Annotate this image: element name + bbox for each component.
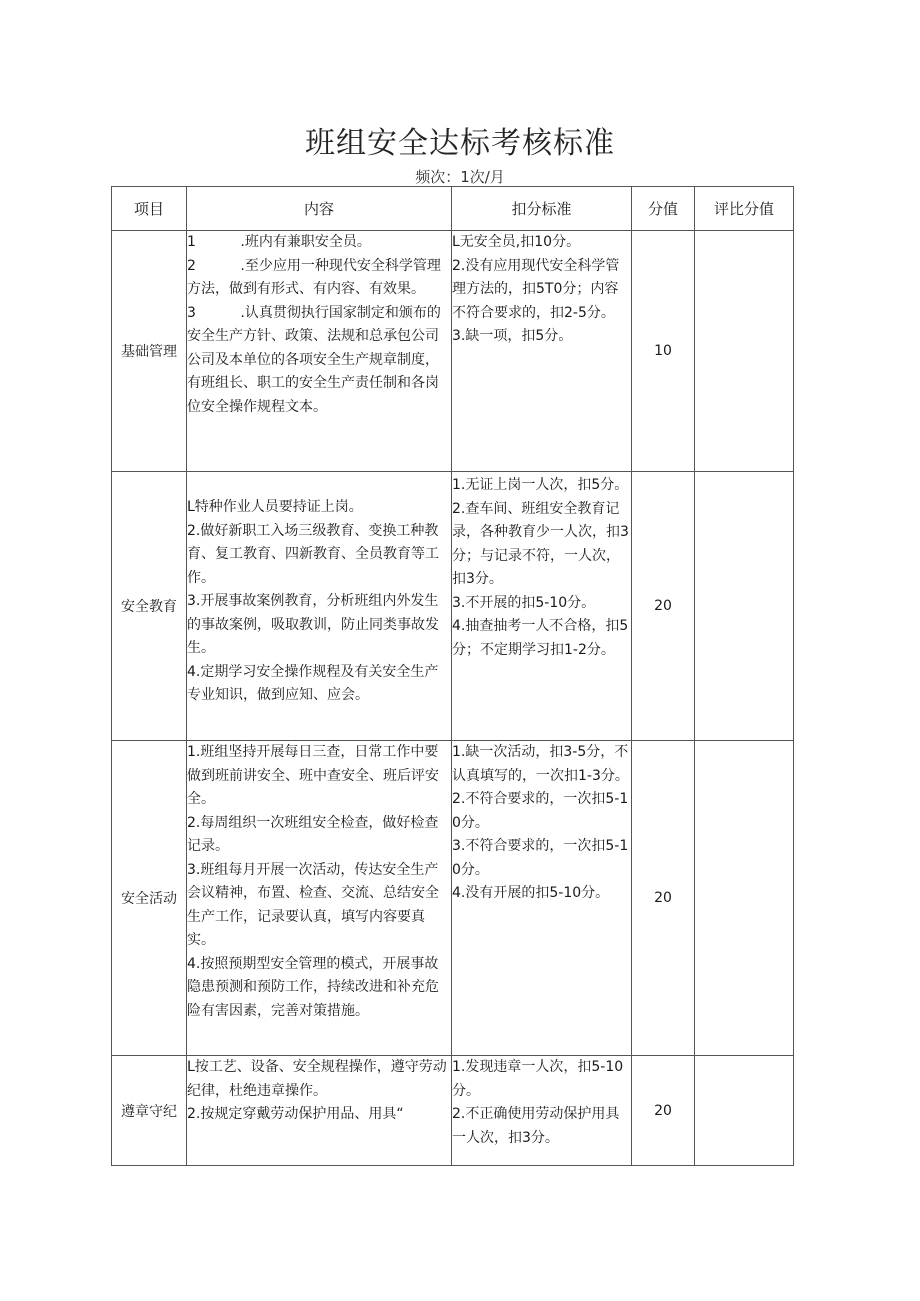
content-line: 2.每周组织一次班组安全检查，做好检查记录。 bbox=[187, 814, 439, 854]
content-line: L特种作业人员要持证上岗。 bbox=[187, 499, 363, 515]
deduction-line: 1.无证上岗一人次，扣5分。 bbox=[452, 477, 629, 493]
table-row bbox=[112, 1056, 794, 1166]
row-score: 20 bbox=[632, 472, 695, 741]
deduction-line: 1.发现违章一人次，扣5-10分。 bbox=[452, 1059, 624, 1099]
row-rating bbox=[695, 741, 794, 1056]
content-line: 1 .班内有兼职安全员。 bbox=[187, 234, 371, 250]
deduction-line: 3.不符合要求的，一次扣5-10分。 bbox=[452, 838, 629, 878]
row-deduction bbox=[452, 472, 632, 741]
deduction-line: 3.缺一项，扣5分。 bbox=[452, 328, 573, 344]
row-score: 10 bbox=[632, 231, 695, 472]
header-score: 分值 bbox=[632, 187, 695, 231]
content-line: 3 .认真贯彻执行国家制定和颁布的安全生产方针、政策、法规和总承包公司公司及本单位的各项安全生产规章制度，有班组长、职工的安全生产责任制和各岗位安全操作规程文本。 bbox=[187, 304, 441, 415]
deduction-line: 2.查车间、班组安全教育记录，各种教育少一人次，扣3分；与记录不符，一人次，扣3分。 bbox=[452, 500, 629, 587]
deduction-line: 1.缺一次活动，扣3-5分，不认真填写的，一次扣1-3分。 bbox=[452, 744, 629, 784]
table-row bbox=[112, 231, 794, 472]
row-category: 安全教育 bbox=[112, 472, 187, 741]
content-line: 3.班组每月开展一次活动，传达安全生产会议精神，布置、检查、交流、总结安全生产工作，记录要认真，填写内容要真实。 bbox=[187, 861, 439, 948]
content-line: 3.开展事故案例教育，分析班组内外发生的事故案例，吸取教训，防止同类事故发生。 bbox=[187, 593, 439, 656]
deduction-line: 3.不开展的扣5-10分。 bbox=[452, 594, 596, 611]
content-line: 4.定期学习安全操作规程及有关安全生产专业知识，做到应知、应会。 bbox=[187, 663, 439, 703]
content-line: 2.按规定穿戴劳动保护用品、用具“ bbox=[187, 1106, 404, 1122]
content-line: 2 .至少应用一种现代安全科学管理方法，做到有形式、有内容、有效果。 bbox=[187, 257, 441, 297]
content-line: L按工艺、设备、安全规程操作，遵守劳动纪律，杜绝违章操作。 bbox=[187, 1059, 447, 1099]
deduction-line: 4.抽查抽考一人不合格，扣5分；不定期学习扣1-2分。 bbox=[452, 618, 629, 658]
header-content: 内容 bbox=[187, 187, 452, 231]
table-row bbox=[112, 741, 794, 1056]
row-deduction bbox=[452, 1056, 632, 1166]
content-line: 1.班组坚持开展每日三查，日常工作中要做到班前讲安全、班中查安全、班后评安全。 bbox=[187, 744, 439, 807]
row-deduction bbox=[452, 231, 632, 472]
row-category: 安全活动 bbox=[112, 741, 187, 1056]
page-title: 班组安全达标考核标准 bbox=[305, 126, 615, 161]
header-deduction: 扣分标准 bbox=[452, 187, 632, 231]
table-header-row bbox=[112, 187, 794, 231]
content-line: 2.做好新职工入场三级教育、变换工种教育、复工教育、四新教育、全员教育等工作。 bbox=[187, 522, 439, 586]
header-item: 项目 bbox=[112, 187, 187, 231]
content-line: 4.按照预期型安全管理的模式，开展事故隐患预测和预防工作，持续改进和补充危险有害因素，完善对策措施。 bbox=[187, 955, 439, 1019]
deduction-line: 2.不符合要求的，一次扣5-10分。 bbox=[452, 791, 629, 831]
row-category: 基础管理 bbox=[112, 231, 187, 472]
row-content bbox=[187, 741, 452, 1056]
assessment-table bbox=[111, 186, 794, 1166]
deduction-line: 4.没有开展的扣5-10分。 bbox=[452, 885, 610, 901]
frequency-label: 频次：1次/月 bbox=[415, 168, 505, 186]
deduction-line: 2.不正确使用劳动保护用具一人次，扣3分。 bbox=[452, 1106, 620, 1146]
row-score: 20 bbox=[632, 1056, 695, 1166]
row-rating bbox=[695, 1056, 794, 1166]
row-content bbox=[187, 472, 452, 741]
table-row bbox=[112, 472, 794, 741]
deduction-line: 2.没有应用现代安全科学管理方法的，扣5T0分；内容不符合要求的，扣2-5分。 bbox=[452, 257, 620, 321]
row-content bbox=[187, 1056, 452, 1166]
header-rating: 评比分值 bbox=[695, 187, 794, 231]
row-rating bbox=[695, 231, 794, 472]
row-category: 遵章守纪 bbox=[112, 1056, 187, 1166]
row-deduction bbox=[452, 741, 632, 1056]
row-score: 20 bbox=[632, 741, 695, 1056]
row-rating bbox=[695, 472, 794, 741]
row-content bbox=[187, 231, 452, 472]
deduction-line: L无安全员,扣10分。 bbox=[452, 234, 581, 250]
